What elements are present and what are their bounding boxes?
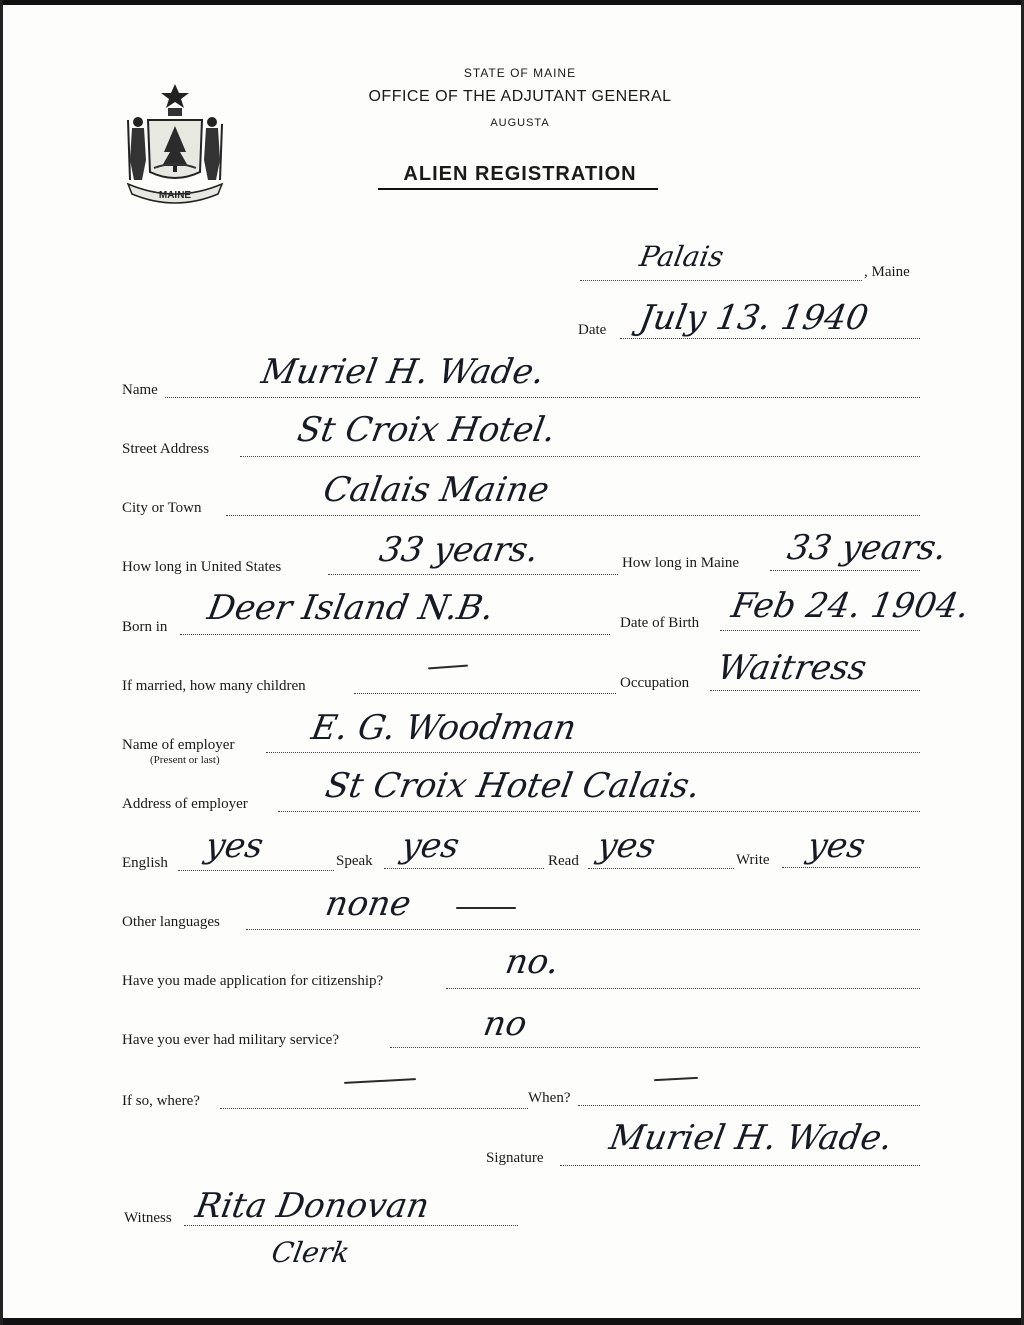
city-line bbox=[226, 515, 920, 516]
office-heading: OFFICE OF THE ADJUTANT GENERAL bbox=[368, 88, 672, 105]
born-in-line bbox=[180, 634, 610, 635]
signature-entry: Muriel H. Wade. bbox=[606, 1118, 896, 1158]
english-entry: yes bbox=[202, 826, 267, 866]
place-entry: Palais bbox=[637, 240, 727, 273]
english-line bbox=[178, 870, 334, 871]
employer-entry: E. G. Woodman bbox=[308, 708, 580, 748]
read-label: Read bbox=[548, 853, 579, 869]
how-long-us-line bbox=[328, 574, 618, 575]
when-line bbox=[578, 1105, 920, 1106]
witness-title-entry: Clerk bbox=[269, 1236, 353, 1269]
children-dash-mark bbox=[428, 665, 468, 670]
speak-line bbox=[384, 868, 544, 869]
how-long-us-entry: 33 years. bbox=[376, 530, 542, 570]
witness-label: Witness bbox=[124, 1210, 172, 1226]
title-underline bbox=[378, 188, 658, 190]
signature-label: Signature bbox=[486, 1150, 544, 1166]
date-entry: July 13. 1940 bbox=[636, 298, 872, 338]
other-languages-label: Other languages bbox=[122, 914, 220, 930]
speak-label: Speak bbox=[336, 853, 373, 869]
place-suffix-label: , Maine bbox=[864, 264, 910, 280]
date-of-birth-line bbox=[720, 630, 920, 631]
street-entry: St Croix Hotel. bbox=[294, 410, 559, 450]
city-entry: Calais Maine bbox=[320, 470, 553, 510]
date-label: Date bbox=[578, 322, 607, 338]
other-languages-entry: none bbox=[322, 884, 414, 924]
read-entry: yes bbox=[594, 826, 659, 866]
occupation-line bbox=[710, 690, 920, 691]
read-line bbox=[588, 868, 734, 869]
scan-border-bottom bbox=[0, 1318, 1024, 1325]
city-heading: AUGUSTA bbox=[490, 117, 550, 129]
name-line bbox=[165, 397, 920, 398]
employer-label: Name of employer bbox=[122, 737, 235, 753]
state-heading: STATE OF MAINE bbox=[463, 66, 577, 80]
employer-address-line bbox=[278, 811, 920, 812]
occupation-label: Occupation bbox=[620, 675, 690, 691]
other-languages-line bbox=[246, 929, 920, 930]
where-label: If so, where? bbox=[122, 1093, 200, 1109]
employer-note: (Present or last) bbox=[150, 754, 220, 766]
write-entry: yes bbox=[804, 826, 869, 866]
when-dash-mark bbox=[654, 1077, 698, 1081]
scan-border-left bbox=[0, 0, 3, 1325]
other-languages-dash-mark bbox=[456, 907, 516, 909]
scan-border-top bbox=[0, 0, 1024, 5]
how-long-maine-line bbox=[770, 570, 920, 571]
where-dash-mark bbox=[344, 1078, 416, 1084]
how-long-maine-label: How long in Maine bbox=[622, 555, 740, 571]
street-line bbox=[240, 456, 920, 457]
witness-entry: Rita Donovan bbox=[192, 1186, 433, 1226]
how-long-us-label: How long in United States bbox=[122, 559, 282, 575]
when-label: When? bbox=[528, 1090, 571, 1106]
speak-entry: yes bbox=[398, 826, 463, 866]
employer-address-entry: St Croix Hotel Calais. bbox=[322, 766, 704, 806]
military-entry: no bbox=[480, 1004, 530, 1044]
name-entry: Muriel H. Wade. bbox=[258, 352, 548, 392]
military-label: Have you ever had military service? bbox=[122, 1032, 339, 1048]
employer-line bbox=[266, 752, 920, 753]
city-label: City or Town bbox=[122, 500, 202, 516]
write-line bbox=[782, 867, 920, 868]
write-label: Write bbox=[736, 852, 770, 868]
employer-address-label: Address of employer bbox=[122, 796, 248, 812]
name-label: Name bbox=[122, 382, 158, 398]
occupation-entry: Waitress bbox=[714, 648, 870, 688]
citizenship-line bbox=[446, 988, 920, 989]
citizenship-label: Have you made application for citizenship? bbox=[122, 973, 384, 989]
how-long-maine-entry: 33 years. bbox=[784, 528, 950, 568]
citizenship-entry: no. bbox=[502, 942, 563, 982]
children-label: If married, how many children bbox=[122, 678, 306, 694]
form-title: ALIEN REGISTRATION bbox=[403, 163, 637, 185]
military-line bbox=[390, 1047, 920, 1048]
place-line bbox=[580, 280, 862, 281]
english-label: English bbox=[122, 855, 168, 871]
date-line bbox=[620, 338, 920, 339]
street-label: Street Address bbox=[122, 441, 210, 457]
maine-state-seal-icon bbox=[120, 80, 230, 210]
children-line bbox=[354, 693, 616, 694]
born-in-label: Born in bbox=[122, 619, 168, 635]
where-line bbox=[220, 1108, 528, 1109]
date-of-birth-entry: Feb 24. 1904. bbox=[728, 586, 973, 626]
date-of-birth-label: Date of Birth bbox=[620, 615, 700, 631]
signature-line bbox=[560, 1165, 920, 1166]
born-in-entry: Deer Island N.B. bbox=[204, 588, 497, 628]
seal-banner: MAINE bbox=[158, 190, 192, 201]
